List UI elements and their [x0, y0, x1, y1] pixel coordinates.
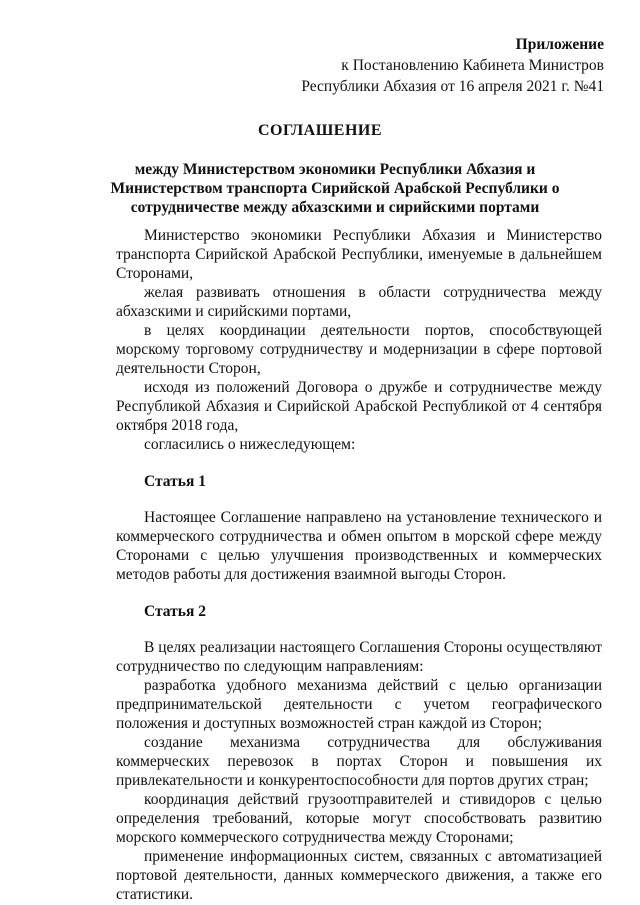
appendix-line-1: к Постановлению Кабинета Министров — [341, 57, 604, 74]
article-1-heading: Статья 1 — [144, 473, 206, 490]
document-title: СОГЛАШЕНИЕ — [257, 122, 383, 139]
article-2-paragraph-5: применение информационных систем, связанных с автоматизацией портовой деятельности, данных коммерческого движения, а также его статистики. — [116, 848, 602, 903]
preamble-paragraph-2: желая развивать отношения в области сотрудничества между абхазскими и сирийскими портами, — [116, 284, 602, 320]
appendix-header — [301, 34, 604, 97]
subtitle-line-3: сотрудничестве между абхазскими и сирийскими портами — [130, 199, 540, 216]
document-subtitle — [110, 160, 560, 217]
preamble-paragraph-5: согласились о нижеследующем: — [144, 436, 356, 453]
appendix-line-2: Республики Абхазия от 16 апреля 2021 г. №41 — [301, 78, 604, 95]
subtitle-line-2: Министерством транспорта Сирийской Арабской Республики о — [110, 180, 560, 197]
preamble-paragraph-4: исходя из положений Договора о дружбе и сотрудничестве между Республикой Абхазия и Сирийской Арабской Республикой от 4 сентября октября 2018 года, — [116, 379, 602, 434]
article-2-heading: Статья 2 — [144, 603, 206, 620]
article-1-text: Настоящее Соглашение направлено на установление технического и коммерческого сотрудничества и обмен опытом в морской сфере между Сторонами с целью улучшения производственных и коммерческих методов работы для достижения взаимной выгоды Сторон. — [116, 509, 602, 583]
preamble-paragraph-1: Министерство экономики Республики Абхазия и Министерство транспорта Сирийской Арабской Республики, именуемые в дальнейшем Сторонами, — [116, 227, 602, 282]
appendix-title: Приложение — [515, 36, 604, 53]
article-2-paragraph-4: координация действий грузоотправителей и стивидоров с целью определения требований, которые могут способствовать развитию морского коммерческого сотрудничества между Сторонами; — [116, 791, 602, 846]
article-2-paragraph-1: В целях реализации настоящего Соглашения Стороны осуществляют сотрудничество по следующим направлениям: — [116, 639, 602, 675]
article-2-paragraph-2: разработка удобного механизма действий с целью организации предпринимательской деятельности с учетом географического положения и доступных возможностей стран каждой из Сторон; — [116, 677, 602, 732]
document-body — [116, 226, 602, 904]
article-2-paragraph-3: создание механизма сотрудничества для обслуживания коммерческих перевозок в портах Сторон и повышения их привлекательности и конкурентоспособности для портов других стран; — [116, 734, 602, 789]
preamble-paragraph-3: в целях координации деятельности портов, способствующей морскому торговому сотрудничеству и модернизации в сфере портовой деятельности Сторон, — [116, 322, 602, 377]
subtitle-line-1: между Министерством экономики Республики Абхазия и — [134, 161, 536, 178]
